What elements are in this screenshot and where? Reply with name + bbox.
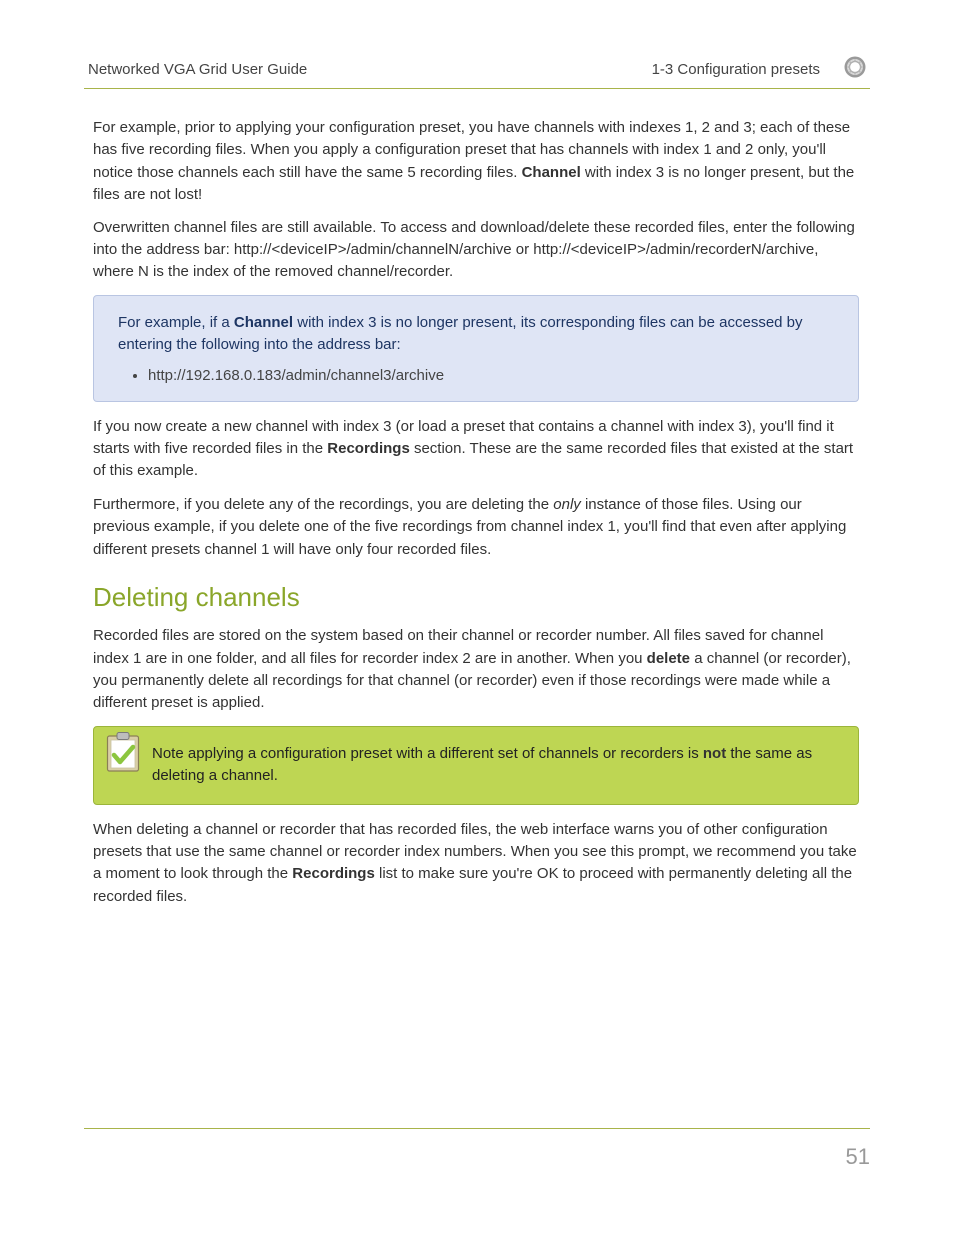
page-footer <box>84 1128 870 1169</box>
document-title: Networked VGA Grid User Guide <box>88 61 308 78</box>
paragraph-preset-example: For example, prior to applying your configuration preset, you have channels with indexes 1, 2 and 3; each of these has five recording files. When you apply a configuration preset that has channels with index 1 and 2 only, you'll notice those channels each still have the same 5 recording files. Channel with index 3 is no longer present, but the files are not lost! <box>93 119 855 204</box>
info-text: For example, if a Channel with index 3 is no longer present, its corresponding files can be accessed by entering the following into the address bar: <box>118 313 803 354</box>
term-recordings: Recordings <box>292 865 375 883</box>
term-recordings: Recordings <box>327 440 410 458</box>
paragraph-recorded-files: Recorded files are stored on the system based on their channel or recorder number. All files saved for channel index 1 are in one folder, and all files for recorder index 2 are in another. When you delete a channel (or recorder), you permanently delete all recordings for that channel (or recorder) even if those recordings were made while a different preset is applied. <box>93 627 851 712</box>
paragraph-overwritten-files: Overwritten channel files are still available. To access and download/delete these recorded files, enter the following into the address bar: http://<deviceIP>/admin/channelN/archive or http://<deviceIP>/admin/recorderN/archive, where N is the index of the removed channel/recorder. <box>93 218 855 281</box>
note-text: Note applying a configuration preset with a different set of channels or recorders is not the same as deleting a channel. <box>152 744 813 785</box>
info-callout <box>93 295 859 402</box>
page-header <box>84 52 870 89</box>
list-item: • http://192.168.0.183/admin/channel3/archive <box>148 365 834 387</box>
term-delete: delete <box>646 649 691 667</box>
term-channel: Channel <box>233 313 294 331</box>
note-callout <box>93 726 859 805</box>
gear-logo-icon <box>844 56 866 78</box>
term-not: not <box>702 744 727 762</box>
page-content <box>93 117 859 919</box>
section-title: 1-3 Configuration presets <box>651 61 820 78</box>
term-channel: Channel <box>521 163 581 181</box>
emphasis-only: only <box>553 495 581 513</box>
page-number: 51 <box>845 1144 870 1169</box>
clipboard-check-icon <box>106 731 140 773</box>
section-heading: Deleting channels <box>93 582 300 613</box>
paragraph-delete-recordings: Furthermore, if you delete any of the recordings, you are deleting the only instance of those files. Using our previous example, if you delete one of the five recordings from channel index 1, you'll find that even after applying different presets channel 1 will have only four recorded files. <box>93 495 847 558</box>
info-list <box>118 365 834 387</box>
paragraph-deleting-warning: When deleting a channel or recorder that has recorded files, the web interface warns you of other configuration presets that use the same channel or recorder index numbers. When you see this prompt, we recommend you take a moment to look through the Recordings list to make sure you're OK to proceed with permanently deleting all the recorded files. <box>93 820 857 905</box>
paragraph-new-channel: If you now create a new channel with index 3 (or load a preset that contains a channel with index 3), you'll find it starts with five recorded files in the Recordings section. These are the same recorded files that existed at the start of this example. <box>93 417 854 480</box>
